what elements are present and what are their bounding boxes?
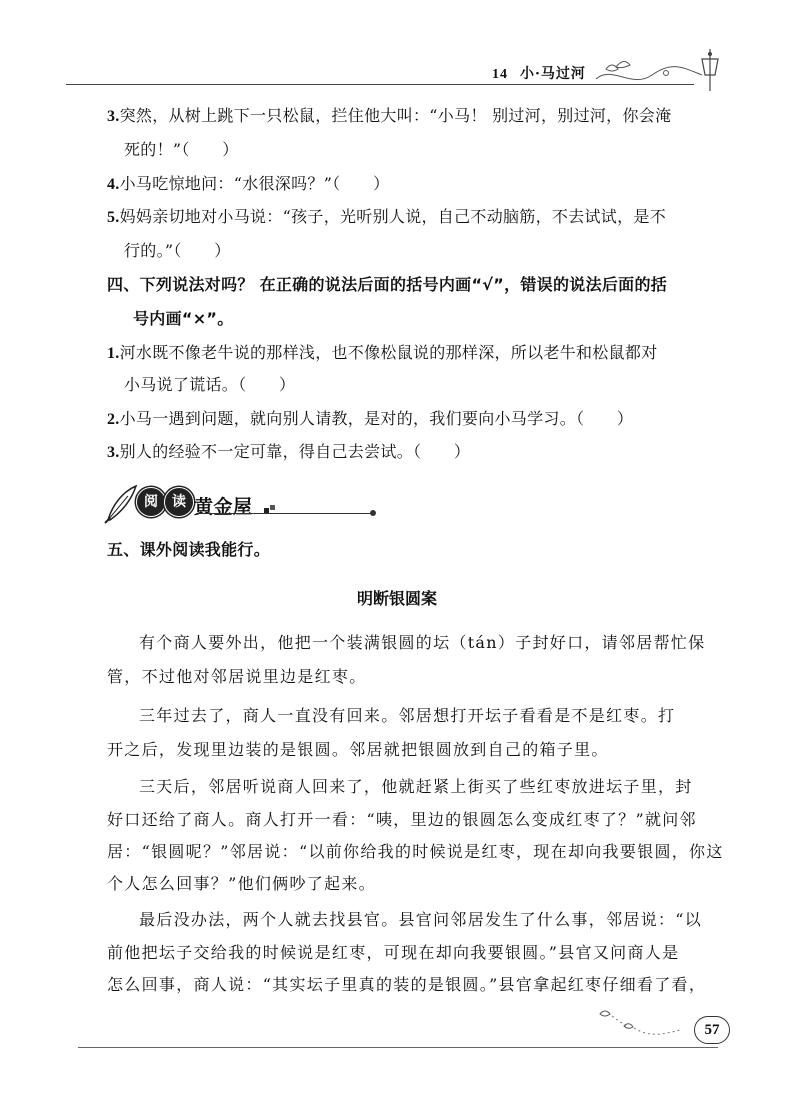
lesson-title: 小·马过河	[520, 66, 586, 82]
banner-rule	[196, 513, 372, 514]
question-text: 突然，从树上跳下一只松鼠，拦住他大叫：“小马！ 别过河，别过河，你会淹	[119, 106, 672, 125]
question-number: 5.	[107, 209, 120, 226]
reading-badge-char-2: 读	[164, 487, 194, 517]
question-5-line-1	[107, 207, 666, 228]
question-3-line-1	[107, 106, 671, 127]
judgement-2-line-1	[107, 409, 633, 430]
story-p3-line-3: 居：“银圆呢？”邻居说：“以前你给我的时候说是红枣，现在却向我要银圆，你这	[107, 842, 724, 861]
story-p3-line-2: 好口还给了商人。商人打开一看：“咦，里边的银圆怎么变成红枣了？”就问邻	[107, 810, 697, 829]
story-p4-line-3: 怎么回事，商人说：“其实坛子里真的装的是银圆。”县官拿起红枣仔细看了看，	[107, 975, 707, 994]
question-number: 2.	[107, 411, 120, 428]
question-text: 小马说了谎话。（ ）	[124, 375, 296, 394]
question-text: 妈妈亲切地对小马说：“孩子，光听别人说，自己不动脑筋，不去试试，是不	[119, 207, 666, 226]
question-text: 行的。”（ ）	[124, 241, 231, 260]
question-number: 4.	[107, 176, 120, 193]
lesson-number: 14	[492, 67, 508, 82]
page-number: 57	[694, 1016, 730, 1044]
story-title: 明断银圆案	[356, 589, 437, 608]
story-p3-line-4: 个人怎么回事？”他们俩吵了起来。	[107, 874, 376, 893]
story-p2-line-2: 开之后，发现里边装的是银圆。邻居就把银圆放到自己的箱子里。	[107, 740, 609, 759]
question-number: 3.	[107, 108, 120, 125]
section-4-title: 四、下列说法对吗？ 在正确的说法后面的括号内画“√”，错误的说法后面的括	[107, 275, 668, 294]
story-p1-line-2: 管，不过他对邻居说里边是红枣。	[107, 667, 367, 686]
butterfly-trail-decoration-icon	[590, 1000, 694, 1040]
story-p4-line-1: 最后没办法，两个人就去找县官。县官问邻居发生了什么事，邻居说：“以	[139, 910, 703, 929]
banner-rule-end-dot	[370, 510, 376, 516]
judgement-3-line-1	[107, 442, 470, 463]
judgement-1-line-2	[124, 375, 295, 395]
question-3-line-2	[124, 140, 239, 160]
story-p4-line-2: 前他把坛子交给我的时候说是红枣，可现在却向我要银圆。”县官又问商人是	[107, 943, 680, 962]
reading-badge-char-1: 阅	[136, 487, 166, 517]
section-5-title: 五、课外阅读我能行。	[107, 540, 271, 559]
question-text: 别人的经验不一定可靠，得自己去尝试。（ ）	[119, 442, 471, 461]
footer-rule	[78, 1047, 718, 1048]
lamp-vine-decoration-icon	[592, 45, 732, 95]
running-header	[492, 63, 586, 83]
section-4-title-cont: 号内画“×”。	[133, 309, 234, 328]
judgement-1-line-1	[107, 343, 658, 364]
question-number: 1.	[107, 345, 120, 362]
question-text: 死的！”（ ）	[124, 140, 239, 159]
story-p1-line-1: 有个商人要外出，他把一个装满银圆的坛（tán）子封好口，请邻居帮忙保	[139, 633, 706, 652]
story-p3-line-1: 三天后，邻居听说商人回来了，他就赶紧上街买了些红枣放进坛子里，封	[139, 777, 693, 796]
question-5-line-2	[124, 241, 231, 261]
story-p2-line-1: 三年过去了，商人一直没有回来。邻居想打开坛子看看是不是红枣。打	[139, 706, 676, 725]
question-text: 小马吃惊地问：“水很深吗？”（ ）	[119, 174, 390, 193]
question-4-line-1	[107, 174, 389, 195]
reading-section-title: 黄金屋	[194, 496, 253, 518]
question-text: 河水既不像老牛说的那样浅，也不像松鼠说的那样深，所以老牛和松鼠都对	[119, 343, 658, 362]
question-number: 3.	[107, 444, 120, 461]
question-text: 小马一遇到问题，就向别人请教，是对的，我们要向小马学习。（ ）	[119, 409, 634, 428]
